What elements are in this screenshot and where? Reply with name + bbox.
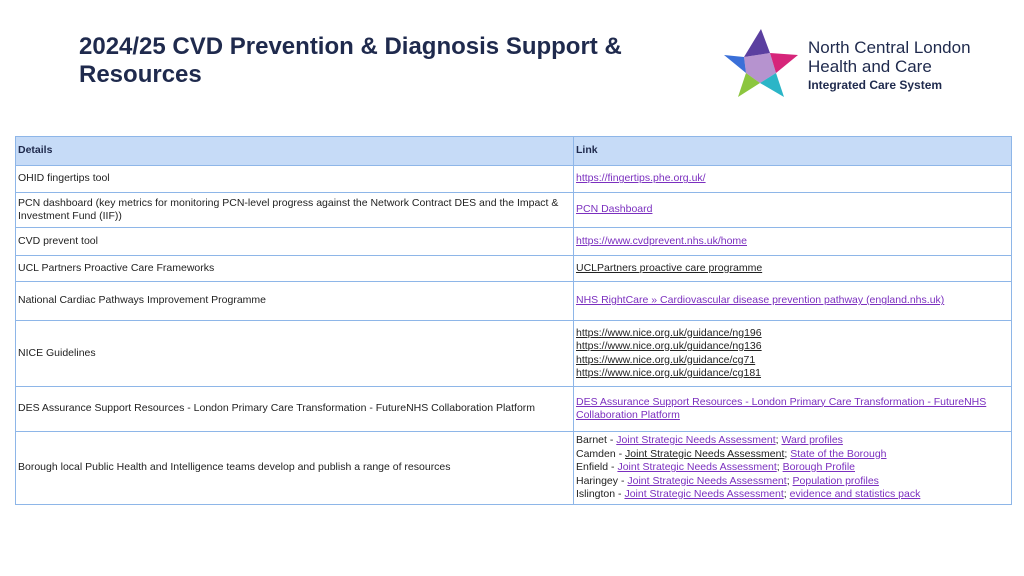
ward-profiles-link[interactable]: Ward profiles bbox=[781, 434, 843, 446]
rightcare-link[interactable]: NHS RightCare » Cardiovascular disease prevention pathway (england.nhs.uk) bbox=[576, 294, 945, 307]
table-row bbox=[16, 228, 1012, 256]
row-details: OHID fingertips tool bbox=[16, 166, 574, 193]
jsna-link[interactable]: Joint Strategic Needs Assessment bbox=[617, 461, 777, 473]
row-details: Borough local Public Health and Intelligence teams develop and publish a range of resources bbox=[16, 432, 574, 505]
borough-name: Barnet - bbox=[576, 434, 617, 446]
borough-haringey bbox=[576, 475, 1009, 489]
population-profiles-link[interactable]: Population profiles bbox=[792, 474, 879, 487]
uclpartners-link[interactable]: UCLPartners proactive care programme bbox=[576, 261, 763, 274]
row-details: DES Assurance Support Resources - London Primary Care Transformation - FutureNHS Collaboration Platform bbox=[16, 387, 574, 432]
nice-cg71-link[interactable]: https://www.nice.org.uk/guidance/cg71 bbox=[576, 353, 756, 366]
cvdprevent-link[interactable]: https://www.cvdprevent.nhs.uk/home bbox=[576, 234, 747, 247]
separator: ; bbox=[784, 447, 791, 460]
separator: ; bbox=[775, 434, 782, 446]
nice-cg181-link[interactable]: https://www.nice.org.uk/guidance/cg181 bbox=[576, 367, 762, 379]
logo-line-2: Health and Care bbox=[808, 57, 932, 76]
header-details: Details bbox=[16, 137, 574, 166]
borough-name: Islington - bbox=[576, 488, 625, 500]
row-link-cell bbox=[574, 321, 1012, 387]
table-row bbox=[16, 387, 1012, 432]
fingertips-link[interactable]: https://fingertips.phe.org.uk/ bbox=[576, 172, 706, 185]
table-row bbox=[16, 193, 1012, 228]
row-link-cell bbox=[574, 256, 1012, 282]
table-header-row bbox=[16, 137, 1012, 166]
borough-enfield bbox=[576, 461, 1009, 475]
page-title: 2024/25 CVD Prevention & Diagnosis Support & Resources bbox=[79, 33, 622, 88]
borough-name: Haringey - bbox=[576, 474, 628, 487]
jsna-link[interactable]: Joint Strategic Needs Assessment bbox=[625, 447, 785, 460]
nice-ng196-link[interactable]: https://www.nice.org.uk/guidance/ng196 bbox=[576, 326, 762, 339]
row-link-cell bbox=[574, 432, 1012, 505]
separator: ; bbox=[776, 461, 783, 473]
pcn-dashboard-link[interactable]: PCN Dashboard bbox=[576, 203, 653, 216]
table-row bbox=[16, 282, 1012, 321]
row-details: UCL Partners Proactive Care Frameworks bbox=[16, 256, 574, 282]
jsna-link[interactable]: Joint Strategic Needs Assessment bbox=[616, 434, 776, 446]
jsna-link[interactable]: Joint Strategic Needs Assessment bbox=[627, 474, 787, 487]
row-details: CVD prevent tool bbox=[16, 228, 574, 256]
row-details: PCN dashboard (key metrics for monitoring PCN-level progress against the Network Contract DES and the Impact & Investment Fund (IIF)) bbox=[16, 193, 574, 228]
row-details: National Cardiac Pathways Improvement Programme bbox=[16, 282, 574, 321]
row-link-cell bbox=[574, 228, 1012, 256]
nice-ng136-link[interactable]: https://www.nice.org.uk/guidance/ng136 bbox=[576, 340, 762, 352]
row-link-cell bbox=[574, 166, 1012, 193]
borough-name: Enfield - bbox=[576, 461, 618, 473]
jsna-link[interactable]: Joint Strategic Needs Assessment bbox=[624, 488, 784, 500]
borough-barnet bbox=[576, 434, 1009, 448]
logo-line-1: North Central London bbox=[808, 38, 971, 57]
resources-table bbox=[15, 136, 1012, 505]
borough-islington bbox=[576, 488, 1009, 502]
futurenhs-link[interactable]: DES Assurance Support Resources - London Primary Care Transformation - FutureNHS Collaboration Platform bbox=[576, 395, 987, 421]
table-row bbox=[16, 166, 1012, 193]
state-of-borough-link[interactable]: State of the Borough bbox=[790, 447, 887, 460]
star-logo-icon bbox=[722, 27, 800, 99]
header-link: Link bbox=[574, 137, 1012, 166]
separator: ; bbox=[786, 474, 793, 487]
logo-line-3: Integrated Care System bbox=[808, 78, 943, 92]
table-row bbox=[16, 321, 1012, 387]
borough-profile-link[interactable]: Borough Profile bbox=[782, 461, 855, 473]
table-row bbox=[16, 432, 1012, 505]
borough-camden bbox=[576, 448, 1009, 462]
separator: ; bbox=[783, 488, 790, 500]
borough-name: Camden - bbox=[576, 447, 626, 460]
table-row bbox=[16, 256, 1012, 282]
row-link-cell bbox=[574, 282, 1012, 321]
ncl-logo bbox=[722, 27, 992, 99]
row-link-cell bbox=[574, 387, 1012, 432]
row-details: NICE Guidelines bbox=[16, 321, 574, 387]
row-link-cell bbox=[574, 193, 1012, 228]
evidence-stats-link[interactable]: evidence and statistics pack bbox=[789, 488, 921, 500]
